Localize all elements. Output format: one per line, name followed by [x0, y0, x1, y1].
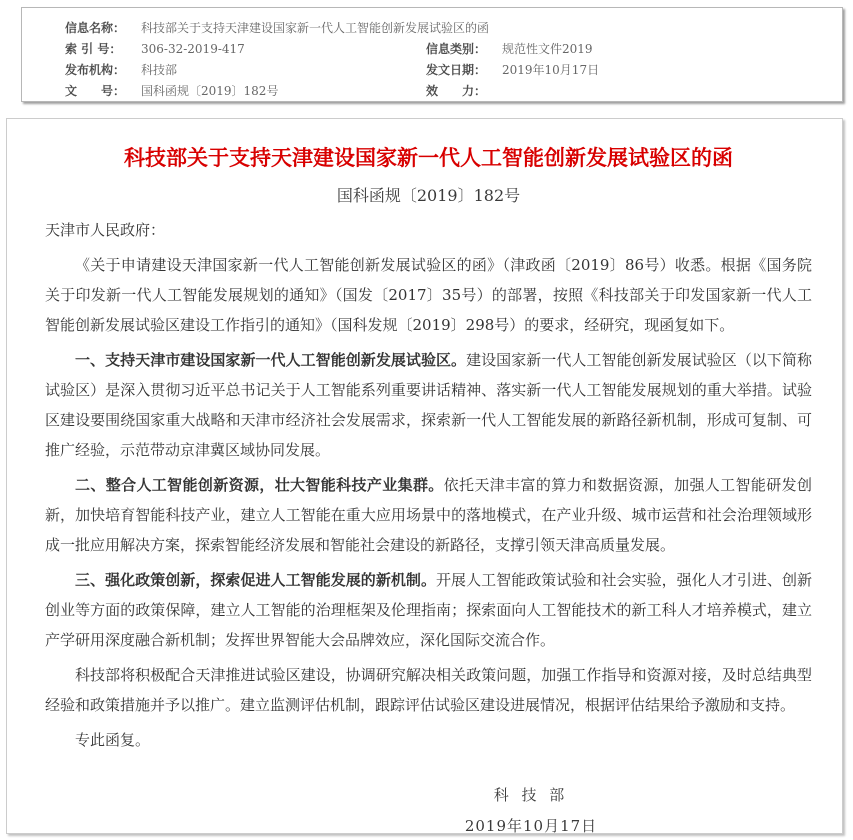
- paragraph-5-text: 科技部将积极配合天津推进试验区建设，协调研究解决相关政策问题，加强工作指导和资源对接，及时总结典型经验和政策措施并予以推广。建立监测评估机制，跟踪评估试验区建设进展情况，根据评估结果给予激励和支持。: [45, 666, 812, 714]
- info-metadata-panel: [21, 7, 843, 102]
- paragraph-2-lead: 一、支持天津市建设国家新一代人工智能创新发展试验区。: [75, 351, 467, 369]
- body-paragraph-3: [45, 470, 812, 560]
- paragraph-4-text: 开展人工智能政策试验和社会实验，强化人才引进、创新创业等方面的政策保障，建立人工智能的治理框架及伦理指南；探索面向人工智能技术的新工科人才培养模式，建立产学研用深度融合新机制；发挥世界智能大会品牌效应，深化国际交流合作。: [45, 571, 812, 649]
- paragraph-2-text: 建设国家新一代人工智能创新发展试验区（以下简称试验区）是深入贯彻习近平总书记关于人工智能系列重要讲话精神、落实新一代人工智能发展规划的重大举措。试验区建设要围绕国家重大战略和天津市经济社会发展需求，探索新一代人工智能发展的新路径新机制，形成可复制、可推广经验，示范带动京津冀区域协同发展。: [45, 351, 812, 459]
- paragraph-1-text: 《关于申请建设天津国家新一代人工智能创新发展试验区的函》（津政函〔2019〕86号）收悉。根据《国务院关于印发新一代人工智能发展规划的通知》（国发〔2017〕35号）的部署，按照《科技部关于印发国家新一代人工智能创新发展试验区建设工作指引的通知》（国科发规〔2019〕298号）的要求，经研究，现函复如下。: [45, 256, 812, 334]
- meta-row-doc-number: [65, 81, 842, 102]
- body-paragraph-4: [45, 565, 812, 655]
- paragraph-3-text: 依托天津丰富的算力和数据资源，加强人工智能研发创新，加快培育智能科技产业，建立人工智能在重大应用场景中的落地模式，在产业升级、城市运营和社会治理领域形成一批应用解决方案，探索智能经济发展和智能社会建设的新路径，支撑引领天津高质量发展。: [45, 476, 812, 554]
- issue-date-value: 2019年10月17日: [502, 63, 600, 77]
- index-number-label: 索 引 号：: [65, 42, 122, 56]
- document-panel: [6, 118, 843, 834]
- issue-date-label: 发文日期：: [426, 63, 487, 77]
- info-name-label: 信息名称：: [65, 21, 126, 35]
- document-body: [45, 215, 812, 840]
- paragraph-6-text: 专此函复。: [75, 731, 151, 749]
- meta-row-info-name: [65, 18, 842, 39]
- info-category-label: 信息类别：: [426, 42, 487, 56]
- issuing-agency-value: 科技部: [141, 63, 178, 77]
- doc-number-label: 文 号：: [65, 84, 126, 98]
- document-number: 国科函规〔2019〕182号: [336, 186, 521, 205]
- info-name-value: 科技部关于支持天津建设国家新一代人工智能创新发展试验区的函: [141, 21, 490, 35]
- info-category-value: 规范性文件2019: [502, 42, 593, 56]
- issuing-agency-label: 发布机构：: [65, 63, 126, 77]
- meta-row-index: [65, 39, 842, 60]
- paragraph-3-lead: 二、整合人工智能创新资源，壮大智能科技产业集群。: [75, 476, 444, 494]
- index-number-value: 306-32-2019-417: [141, 42, 245, 56]
- body-paragraph-6: [45, 725, 812, 755]
- body-paragraph-1: [45, 250, 812, 340]
- doc-number-value: 国科函规〔2019〕182号: [141, 84, 279, 98]
- salutation: 天津市人民政府：: [45, 221, 166, 239]
- body-paragraph-5: [45, 660, 812, 720]
- meta-row-agency: [65, 60, 842, 81]
- signature-block: [421, 781, 641, 840]
- paragraph-4-lead: 三、强化政策创新，探索促进人工智能发展的新机制。: [75, 571, 436, 589]
- body-paragraph-2: [45, 345, 812, 465]
- effectiveness-label: 效 力：: [426, 84, 487, 98]
- signature-agency: 科 技 部: [493, 786, 569, 804]
- signature-date: 2019年10月17日: [464, 817, 598, 835]
- document-title: 科技部关于支持天津建设国家新一代人工智能创新发展试验区的函: [124, 146, 733, 170]
